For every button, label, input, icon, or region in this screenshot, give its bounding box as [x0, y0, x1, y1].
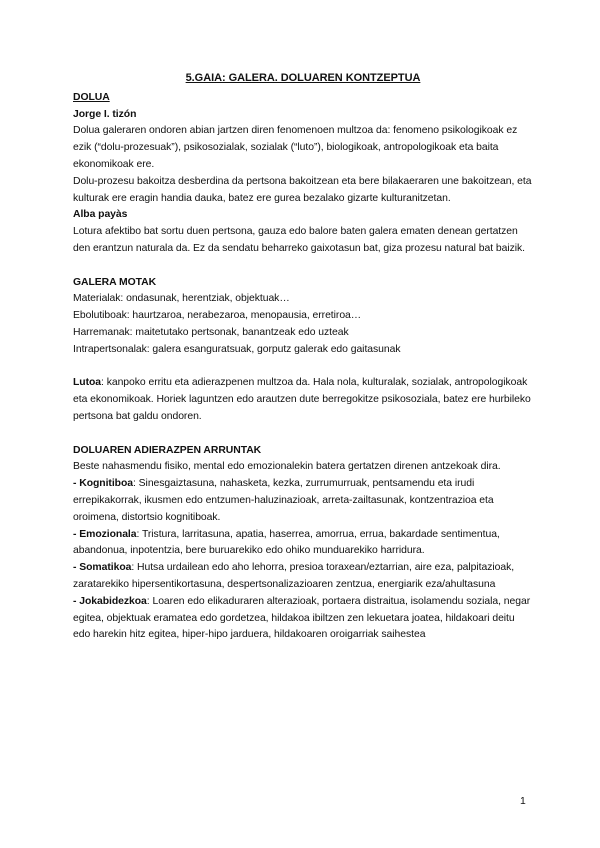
definition: : kanpoko erritu eta adierazpenen multzoa da. Hala nola, kulturalak, sozialak, antropologikoak eta ekonomikoak. Horiek laguntzen edo arautzen dute berregokitze psikosoziala, batez ere hurbileko pertsona bat galdu ondoren.: [73, 377, 531, 422]
paragraph: Lotura afektibo bat sortu duen pertsona, gauza edo balore baten galera ematen denean gertatzen den erantzun naturala da. Ez da sendatu beharreko gaixotasun bat, giza prozesu natural bat baizik.: [73, 226, 526, 254]
term: - Emozionala: [73, 528, 137, 540]
definition: : Tristura, larritasuna, apatia, haserrea, amorrua, errua, bakardade sentimentua, abandonua, inpotentzia, bere buruarekiko edo ohiko munduarekiko harridura.: [73, 528, 500, 557]
list-item: [73, 560, 533, 594]
term: - Somatikoa: [73, 562, 132, 574]
list-item: [73, 594, 533, 644]
page-number: 1: [520, 796, 526, 807]
list-item: Intrapertsonalak: galera esanguratsuak, gorputz galerak edo gaitasunak: [73, 343, 401, 355]
list-item: Ebolutiboak: haurtzaroa, nerabezaroa, menopausia, erretiroa…: [73, 310, 362, 322]
definition: : Sinesgaiztasuna, nahasketa, kezka, zurrumurruak, pentsamendu eta irudi errepikakorrak, ikusmen edo entzumen-haluzinazioak, arreta-zailtasunak, kontzentrazioa eta oroimena, distortsio kognitiboak.: [73, 478, 494, 523]
author-name: Jorge I. tizón: [73, 108, 137, 120]
section-heading-galera-motak: GALERA MOTAK: [73, 276, 157, 288]
document-page: [73, 70, 533, 644]
list-item: Materialak: ondasunak, herentziak, objektuak…: [73, 293, 290, 305]
section-heading-dolua: DOLUA: [73, 91, 110, 103]
list-item: [73, 527, 533, 561]
section-heading-adierazpen: DOLUAREN ADIERAZPEN ARRUNTAK: [73, 444, 262, 456]
lutoa-paragraph: [73, 375, 533, 425]
term: - Kognitiboa: [73, 478, 133, 490]
definition: : Hutsa urdailean edo aho lehorra, presioa toraxean/eztarrian, aire eza, palpitazioak, zaratarekiko hipersentikortasuna, despertsonalizazioaren zentzua, energiarik eza/ahultasuna: [73, 562, 515, 590]
spacer: [73, 426, 533, 443]
spacer: [73, 258, 533, 275]
page-title: 5.GAIA: GALERA. DOLUAREN KONTZEPTUA: [185, 72, 421, 84]
paragraph: Beste nahasmendu fisiko, mental edo emozionalekin batera gertatzen direnen antzekoak dira.: [73, 461, 501, 473]
term: - Jokabidezkoa: [73, 595, 147, 607]
spacer: [73, 359, 533, 376]
author-name: Alba payàs: [73, 209, 128, 221]
paragraph: Dolua galeraren ondoren abian jartzen diren fenomenoen multzoa da: fenomeno psikologikoak ez ezik (“dolu-prozesuak”), psikosozialak, sozialak (“luto”), biologikoak, antropologikoak eta baita ekonomikoak ere.: [73, 125, 518, 170]
paragraph: Dolu-prozesu bakoitza desberdina da pertsona bakoitzean eta bere bilakaeraren une bakoitzean, eta kulturak ere eragin handia dauka, batez ere gurea bezalako gizarte kulturanitzetan.: [73, 175, 532, 204]
definition: : Loaren edo elikaduraren alterazioak, portaera distraitua, isolamendu soziala, negar egitea, objektuak eramatea edo gordetzea, hildakoa ibiltzen zen lekuetara joatea, hildakoari deitu edo harekin hitz egitea, hiper-hipo jarduera, hildakoaren oroigarriak saihestea: [73, 595, 531, 641]
term: Lutoa: [73, 377, 102, 389]
list-item: [73, 476, 533, 526]
list-item: Harremanak: maitetutako pertsonak, banantzeak edo uzteak: [73, 326, 349, 338]
